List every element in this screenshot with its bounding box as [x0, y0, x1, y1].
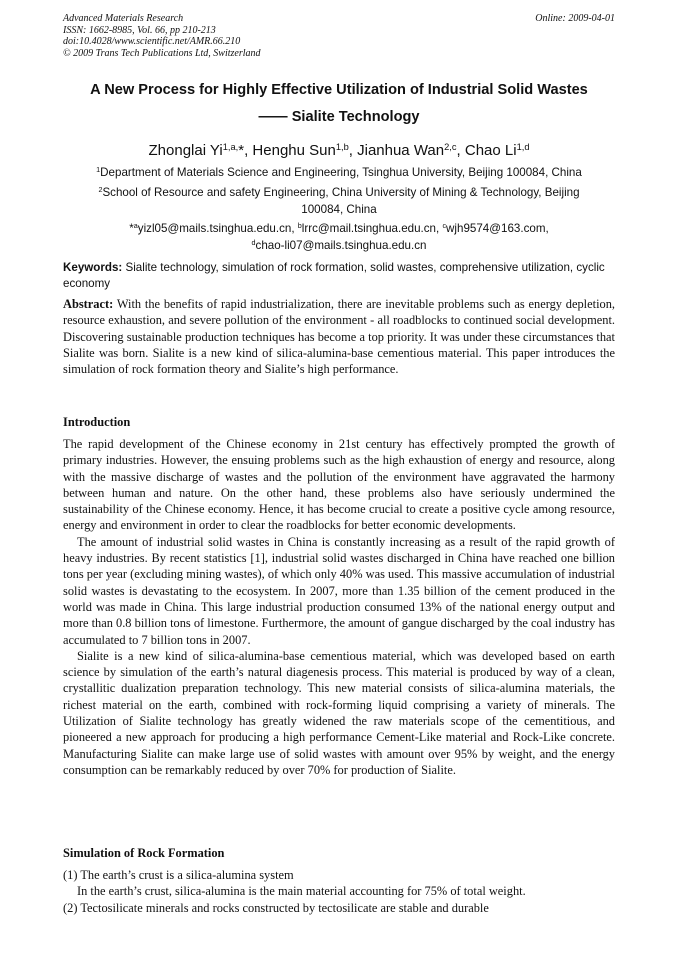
issn-line: ISSN: 1662-8985, Vol. 66, pp 210-213	[63, 24, 216, 36]
intro-paragraph-3: Sialite is a new kind of silica-alumina-base cementious material, which was developed based on earth science by simulation of the earth’s natural diagenesis process. This material is produced by way of a clean, crystallitic dualization preparation technology. This new material consists of silica-alumina materials, the richest material on the earth, combined with rock-forming liquid comprising a variety of minerals. The Utilization of Sialite technology has greatly widened the raw materials scope of the cementitious, and pioneered a new approach for producing a high performance Cement-Like material and Rock-Like concrete. Manufacturing Sialite can make large use of solid wastes with amount over 95% by weight, and the energy consumption can be remarkably reduced by over 70% for production of Sialite.	[63, 648, 615, 777]
affiliation-1: $^1$Department of Materials Science and Engineering, Tsinghua University, Beijing 100084, China	[96, 165, 582, 179]
author: Henghu Sun$^{1,b}$,	[252, 141, 358, 159]
list-item: (1) The earth’s crust is a silica-alumina system	[63, 868, 294, 882]
simulation-list	[63, 867, 623, 916]
keywords: Keywords: Sialite technology, simulation of rock formation, solid wastes, comprehensive utilization, cyclic economy	[63, 261, 605, 290]
paper-title-line1: A New Process for Highly Effective Utilization of Industrial Solid Wastes	[90, 82, 588, 98]
abstract: Abstract: With the benefits of rapid industrialization, there are inevitable problems such as energy depletion, resource exhaustion, and severe pollution of the environment - all roadblocks to continued social development. Discovering sustainable production techniques has become a top priority. It was under these circumstances that Sialite was born. Sialite is a new kind of silica-alumina-base cementious material. This paper introduces the simulation of rock formation theory and Sialite’s high performance.	[63, 297, 615, 377]
intro-paragraph-1: The rapid development of the Chinese economy in 21st century has effectively prompted the growth of primary industries. However, the ensuing problems such as the high exhaustion of energy and resource, along with the massive discharge of wastes and the pollution of the environment have aggravated the harmony between human and nature. On the other hand, these problems also have seriously undermined the sustainability of the Chinese economy. Hence, it has become crucial to create a positive cycle among resource, energy and environment in order to clear the roadblocks for better economic developments.	[63, 437, 615, 533]
doi-line: doi:10.4028/www.scientific.net/AMR.66.210	[63, 36, 241, 48]
author-list	[40, 142, 638, 160]
email-list: *$^a$yizl05@mails.tsinghua.edu.cn, $^b$lrrc@mail.tsinghua.edu.cn, $^c$wjh9574@163.com, $^d$chao-li07@mails.tsinghua.edu.cn	[129, 221, 549, 252]
affiliation-2: $^2$School of Resource and safety Engineering, China University of Mining & Technology, Beijing 100084, China	[98, 185, 580, 216]
author: Zhonglai $Yi^{1,a,}*$,	[148, 141, 253, 159]
intro-paragraph-2: The amount of industrial solid wastes in China is constantly increasing as a result of the rapid growth of heavy industries. By recent statistics [1], industrial solid wastes discharged in China have reached one billion tons per year (excluding mining wastes), of which only 40% was used. This massive accumulation of industrial solid wastes is devastating to the ecosystem. In 2007, more than 1.35 billion of the cement produced in the world was made in China. This large industrial production consumed 13% of the national energy output and more than 0.8 billion tons of limestone. Furthermore, the amount of gangue discharged by the coal industry has accumulated to 7 billion tons in 2007.	[63, 534, 615, 647]
introduction-body	[63, 436, 615, 778]
journal-name: Advanced Materials Research	[63, 13, 184, 24]
paper-title-line2: —— Sialite Technology	[258, 109, 420, 125]
copyright-line: © 2009 Trans Tech Publications Ltd, Switzerland	[63, 47, 261, 59]
journal-header	[63, 13, 615, 59]
list-item-detail: In the earth’s crust, silica-alumina is the main material accounting for 75% of total weight.	[77, 884, 526, 899]
introduction-heading: Introduction	[63, 415, 131, 429]
simulation-heading: Simulation of Rock Formation	[63, 846, 225, 860]
online-date: Online: 2009-04-01	[535, 13, 615, 24]
author: Chao Li$^{1,d}$	[464, 141, 530, 159]
list-item: (2) Tectosilicate minerals and rocks constructed by tectosilicate are stable and durable	[63, 900, 489, 915]
author: Jianhua Wan$^{2,c}$,	[357, 141, 465, 159]
